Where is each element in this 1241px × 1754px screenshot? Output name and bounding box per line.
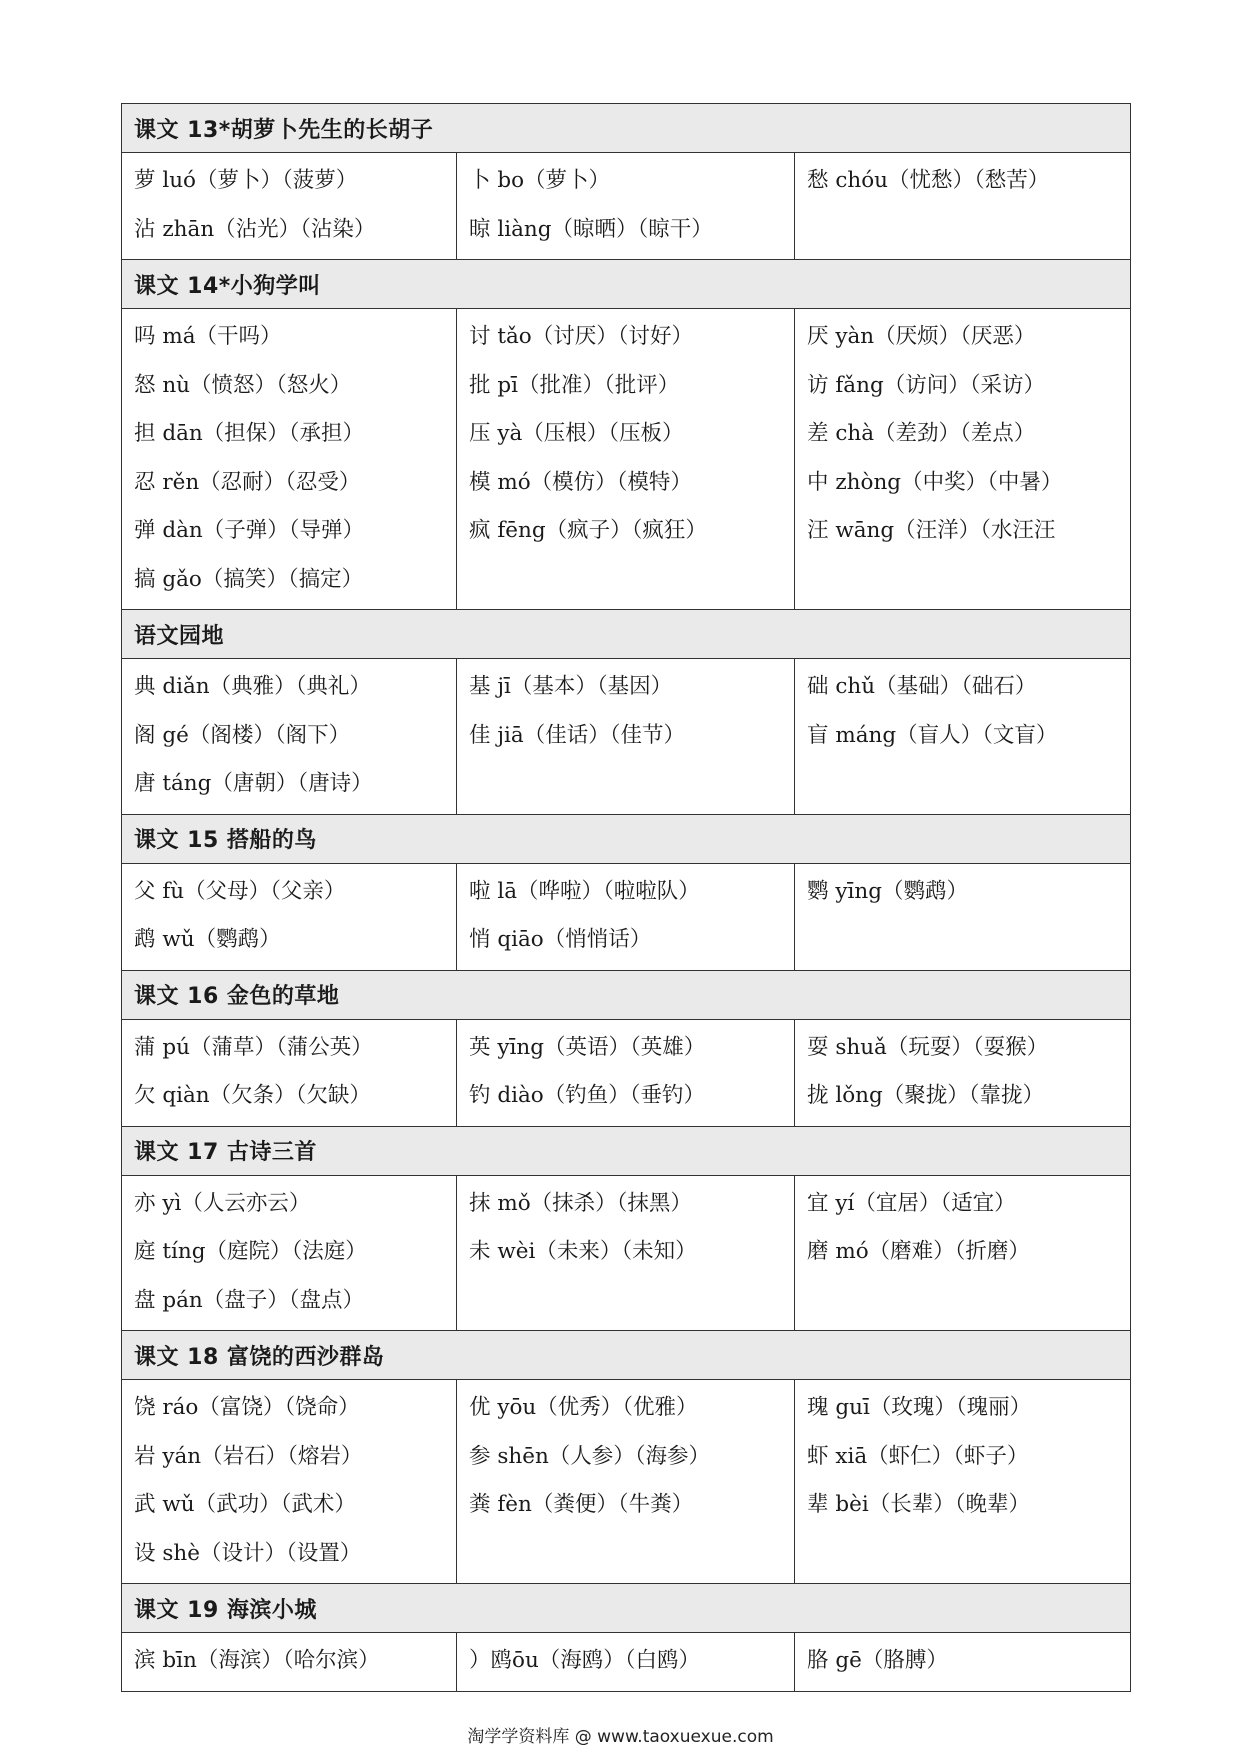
vocab-entry: 中 zhòng（中奖）（中暑） bbox=[807, 469, 1063, 495]
vocab-cell bbox=[122, 1019, 457, 1126]
vocab-entry: 基 jī（基本）（基因） bbox=[469, 674, 673, 699]
vocab-entry: 疯 fēng（疯子）（疯狂） bbox=[469, 518, 707, 543]
vocab-cell bbox=[795, 659, 1131, 815]
table-body bbox=[122, 104, 1131, 1692]
vocab-entry: 础 chǔ（基础）（础石） bbox=[807, 674, 1037, 699]
vocab-cell bbox=[457, 153, 795, 260]
vocab-cell bbox=[795, 1380, 1131, 1584]
vocab-entry: 佳 jiā（佳话）（佳节） bbox=[469, 722, 685, 748]
vocab-entry: 武 wǔ（武功）（武术） bbox=[134, 1492, 356, 1517]
vocab-entry: 鹉 wǔ（鹦鹉） bbox=[134, 927, 281, 952]
section-title: 课文 13*胡萝卜先生的长胡子 bbox=[122, 104, 1131, 153]
vocab-cell bbox=[122, 309, 457, 610]
vocab-entry: 愁 chóu（忧愁）（愁苦） bbox=[807, 168, 1050, 193]
vocab-entry: 参 shēn（人参）（海参） bbox=[469, 1443, 711, 1469]
vocab-entry: 怒 nù（愤怒）（怒火） bbox=[134, 372, 352, 398]
vocab-entry: 宜 yí（宜居）（适宜） bbox=[807, 1190, 1016, 1216]
vocab-cell bbox=[795, 1019, 1131, 1126]
vocab-entry: 差 chà（差劲）（差点） bbox=[807, 421, 1036, 446]
section-header-row bbox=[122, 1584, 1131, 1633]
vocab-entry: 模 mó（模仿）（模特） bbox=[469, 469, 692, 495]
vocab-entry: 钓 diào（钓鱼）（垂钓） bbox=[469, 1083, 705, 1108]
section-content-row bbox=[122, 1380, 1131, 1584]
vocab-entry: 饶 ráo（富饶）（饶命） bbox=[134, 1395, 360, 1420]
vocab-entry: 辈 bèi（长辈）（晚辈） bbox=[807, 1492, 1030, 1517]
section-content-row bbox=[122, 863, 1131, 970]
vocab-entry: 设 shè（设计）（设置） bbox=[134, 1540, 362, 1566]
vocab-entry: 英 yīng（英语）（英雄） bbox=[469, 1034, 706, 1060]
vocab-entry: 父 fù（父母）（父亲） bbox=[134, 878, 346, 904]
section-content-row bbox=[122, 153, 1131, 260]
section-content-row bbox=[122, 659, 1131, 815]
vocab-cell bbox=[795, 1175, 1131, 1331]
vocab-entry: 岩 yán（岩石）（熔岩） bbox=[134, 1443, 363, 1469]
vocab-table bbox=[121, 103, 1131, 1692]
vocab-entry: 厌 yàn（厌烦）（厌恶） bbox=[807, 324, 1036, 349]
vocab-cell bbox=[122, 1380, 457, 1584]
vocab-entry: 访 fǎng（访问）（采访） bbox=[807, 372, 1045, 398]
vocab-cell bbox=[795, 863, 1131, 970]
section-header-row bbox=[122, 104, 1131, 153]
vocab-cell bbox=[122, 1175, 457, 1331]
footer-watermark: 淘学学资料库 @ www.taoxuexue.com bbox=[467, 1727, 774, 1747]
vocab-entry: 啦 lā（哗啦）（啦啦队） bbox=[469, 878, 700, 904]
section-content-row bbox=[122, 1633, 1131, 1692]
vocab-entry: 弹 dàn（子弹）（导弹） bbox=[134, 518, 365, 543]
vocab-entry: 蒲 pú（蒲草）（蒲公英） bbox=[134, 1034, 373, 1060]
vocab-entry: 瑰 guī（玫瑰）（瑰丽） bbox=[807, 1395, 1032, 1420]
vocab-entry: 搞 gǎo（搞笑）（搞定） bbox=[134, 566, 364, 592]
section-title: 语文园地 bbox=[122, 610, 1131, 659]
vocab-entry: 汪 wāng（汪洋）（水汪汪 bbox=[807, 518, 1056, 543]
vocab-entry: 抹 mǒ（抹杀）（抹黑） bbox=[469, 1190, 692, 1216]
vocab-cell bbox=[795, 1633, 1131, 1692]
vocab-entry: 亦 yì（人云亦云） bbox=[134, 1190, 311, 1216]
vocab-entry: 鹦 yīng（鹦鹉） bbox=[807, 878, 968, 904]
vocab-cell bbox=[457, 1633, 795, 1692]
section-header-row bbox=[122, 1331, 1131, 1380]
vocab-entry: 胳 gē（胳膊） bbox=[807, 1648, 948, 1673]
vocab-entry: 虾 xiā（虾仁）（虾子） bbox=[807, 1443, 1029, 1469]
vocab-cell bbox=[457, 1380, 795, 1584]
section-title: 课文 16 金色的草地 bbox=[122, 970, 1131, 1019]
vocab-cell bbox=[457, 1019, 795, 1126]
vocab-entry: 欠 qiàn（欠条）（欠缺） bbox=[134, 1083, 371, 1108]
vocab-entry: 批 pī（批准）（批评） bbox=[469, 372, 680, 398]
vocab-entry: 粪 fèn（粪便）（牛粪） bbox=[469, 1492, 694, 1517]
vocab-entry: 卜 bo（萝卜） bbox=[469, 168, 611, 193]
vocab-entry: 庭 tíng（庭院）（法庭） bbox=[134, 1239, 367, 1264]
section-header-row bbox=[122, 1126, 1131, 1175]
section-title: 课文 15 搭船的鸟 bbox=[122, 814, 1131, 863]
section-header-row bbox=[122, 814, 1131, 863]
vocab-entry: 唐 táng（唐朝）（唐诗） bbox=[134, 771, 373, 796]
section-content-row bbox=[122, 309, 1131, 610]
vocab-entry: 耍 shuǎ（玩耍）（耍猴） bbox=[807, 1034, 1049, 1060]
vocab-entry: 盘 pán（盘子）（盘点） bbox=[134, 1287, 365, 1313]
vocab-cell bbox=[122, 1633, 457, 1692]
vocab-cell bbox=[795, 309, 1131, 610]
vocab-entry: 忍 rěn（忍耐）（忍受） bbox=[134, 469, 361, 495]
vocab-entry: 悄 qiāo（悄悄话） bbox=[469, 927, 652, 952]
vocab-entry: 优 yōu（优秀）（优雅） bbox=[469, 1395, 698, 1420]
vocab-entry: 担 dān（担保）（承担） bbox=[134, 421, 365, 446]
section-content-row bbox=[122, 1019, 1131, 1126]
vocab-cell bbox=[122, 863, 457, 970]
vocab-entry: ）鸥ōu（海鸥）（白鸥） bbox=[469, 1648, 701, 1673]
vocab-entry: 未 wèi（未来）（未知） bbox=[469, 1239, 697, 1264]
vocab-entry: 磨 mó（磨难）（折磨） bbox=[807, 1239, 1030, 1264]
section-title: 课文 19 海滨小城 bbox=[122, 1584, 1131, 1633]
vocab-entry: 盲 máng（盲人）（文盲） bbox=[807, 722, 1058, 748]
section-title: 课文 18 富饶的西沙群岛 bbox=[122, 1331, 1131, 1380]
vocab-entry: 拢 lǒng（聚拢）（靠拢） bbox=[807, 1083, 1045, 1108]
section-header-row bbox=[122, 260, 1131, 309]
vocab-cell bbox=[457, 309, 795, 610]
vocab-entry: 阁 gé（阁楼）（阁下） bbox=[134, 722, 351, 748]
vocab-cell bbox=[795, 153, 1131, 260]
vocab-entry: 沾 zhān（沾光）（沾染） bbox=[134, 216, 376, 242]
vocab-cell bbox=[122, 153, 457, 260]
vocab-entry: 典 diǎn（典雅）（典礼） bbox=[134, 674, 371, 699]
vocab-cell bbox=[457, 659, 795, 815]
vocab-cell bbox=[457, 863, 795, 970]
section-header-row bbox=[122, 610, 1131, 659]
section-title: 课文 14*小狗学叫 bbox=[122, 260, 1131, 309]
vocab-entry: 萝 luó（萝卜）（菠萝） bbox=[134, 168, 358, 193]
vocab-entry: 吗 má（干吗） bbox=[134, 324, 282, 349]
section-content-row bbox=[122, 1175, 1131, 1331]
vocab-entry: 晾 liàng（晾晒）（晾干） bbox=[469, 216, 713, 242]
vocab-cell bbox=[457, 1175, 795, 1331]
section-header-row bbox=[122, 970, 1131, 1019]
section-title: 课文 17 古诗三首 bbox=[122, 1126, 1131, 1175]
vocab-entry: 压 yà（压根）（压板） bbox=[469, 421, 684, 446]
vocab-cell bbox=[122, 659, 457, 815]
vocab-entry: 讨 tǎo（讨厌）（讨好） bbox=[469, 324, 693, 349]
vocab-entry: 滨 bīn（海滨）（哈尔滨） bbox=[134, 1648, 380, 1673]
